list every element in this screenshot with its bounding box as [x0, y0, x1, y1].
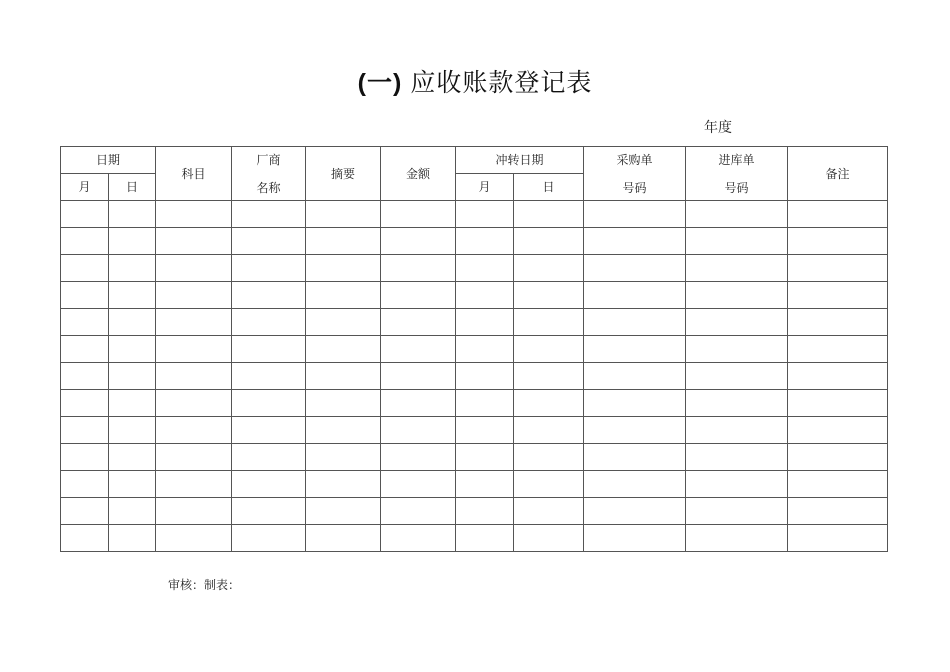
header-remarks: 备注 — [788, 147, 888, 201]
header-offset-date: 冲转日期 — [456, 147, 584, 174]
header-amount: 金额 — [381, 147, 456, 201]
cell-day[interactable] — [109, 471, 156, 498]
cell-month[interactable] — [61, 390, 109, 417]
cell-vendor-name[interactable] — [232, 471, 306, 498]
cell-stockin-no[interactable] — [686, 282, 788, 309]
cell-purchase-no[interactable] — [584, 390, 686, 417]
year-label: 年度 — [704, 120, 732, 136]
cell-remarks[interactable] — [788, 525, 888, 552]
cell-offset-month[interactable] — [456, 363, 514, 390]
cell-stockin-no[interactable] — [686, 363, 788, 390]
header-subject: 科目 — [156, 147, 232, 201]
header-stockin-line1: 进库单 — [718, 152, 755, 167]
table-row — [61, 201, 888, 228]
cell-remarks[interactable] — [788, 336, 888, 363]
header-offset-day: 日 — [514, 174, 584, 201]
cell-amount[interactable] — [381, 417, 456, 444]
cell-offset-day[interactable] — [514, 255, 584, 282]
cell-remarks[interactable] — [788, 309, 888, 336]
header-purchase-no — [584, 147, 686, 201]
cell-month[interactable] — [61, 282, 109, 309]
header-offset-month: 月 — [456, 174, 514, 201]
cell-purchase-no[interactable] — [584, 417, 686, 444]
header-stockin-line2: 号码 — [724, 180, 749, 195]
cell-amount[interactable] — [381, 201, 456, 228]
cell-subject[interactable] — [156, 228, 232, 255]
cell-purchase-no[interactable] — [584, 444, 686, 471]
header-vendor-name — [232, 147, 306, 201]
cell-purchase-no[interactable] — [584, 525, 686, 552]
cell-amount[interactable] — [381, 390, 456, 417]
cell-offset-day[interactable] — [514, 363, 584, 390]
cell-summary[interactable] — [306, 228, 381, 255]
cell-subject[interactable] — [156, 498, 232, 525]
cell-subject[interactable] — [156, 417, 232, 444]
cell-day[interactable] — [109, 417, 156, 444]
cell-purchase-no[interactable] — [584, 309, 686, 336]
cell-purchase-no[interactable] — [584, 498, 686, 525]
cell-purchase-no[interactable] — [584, 363, 686, 390]
cell-subject[interactable] — [156, 336, 232, 363]
cell-amount[interactable] — [381, 525, 456, 552]
cell-summary[interactable] — [306, 282, 381, 309]
cell-purchase-no[interactable] — [584, 336, 686, 363]
cell-amount[interactable] — [381, 282, 456, 309]
cell-subject[interactable] — [156, 444, 232, 471]
table-row — [61, 417, 888, 444]
cell-stockin-no[interactable] — [686, 444, 788, 471]
cell-amount[interactable] — [381, 444, 456, 471]
cell-vendor-name[interactable] — [232, 228, 306, 255]
cell-amount[interactable] — [381, 309, 456, 336]
table-row — [61, 444, 888, 471]
cell-subject[interactable] — [156, 282, 232, 309]
table-row — [61, 363, 888, 390]
header-row-1 — [61, 147, 888, 174]
cell-offset-day[interactable] — [514, 228, 584, 255]
cell-month[interactable] — [61, 498, 109, 525]
cell-day[interactable] — [109, 201, 156, 228]
cell-day[interactable] — [109, 525, 156, 552]
cell-summary[interactable] — [306, 201, 381, 228]
cell-vendor-name[interactable] — [232, 255, 306, 282]
cell-offset-day[interactable] — [514, 525, 584, 552]
cell-offset-month[interactable] — [456, 201, 514, 228]
cell-offset-month[interactable] — [456, 390, 514, 417]
cell-subject[interactable] — [156, 471, 232, 498]
cell-offset-day[interactable] — [514, 498, 584, 525]
cell-offset-month[interactable] — [456, 444, 514, 471]
header-purchase-line1: 采购单 — [616, 152, 653, 167]
cell-offset-month[interactable] — [456, 309, 514, 336]
cell-subject[interactable] — [156, 201, 232, 228]
cell-offset-day[interactable] — [514, 390, 584, 417]
cell-month[interactable] — [61, 336, 109, 363]
cell-subject[interactable] — [156, 390, 232, 417]
cell-summary[interactable] — [306, 255, 381, 282]
cell-vendor-name[interactable] — [232, 282, 306, 309]
cell-vendor-name[interactable] — [232, 309, 306, 336]
cell-day[interactable] — [109, 363, 156, 390]
cell-remarks[interactable] — [788, 390, 888, 417]
cell-purchase-no[interactable] — [584, 255, 686, 282]
cell-remarks[interactable] — [788, 417, 888, 444]
cell-day[interactable] — [109, 336, 156, 363]
cell-day[interactable] — [109, 444, 156, 471]
receivables-ledger-table — [60, 146, 888, 552]
cell-remarks[interactable] — [788, 471, 888, 498]
header-vendor-line1: 厂商 — [256, 152, 281, 167]
cell-amount[interactable] — [381, 363, 456, 390]
table-row — [61, 228, 888, 255]
cell-summary[interactable] — [306, 471, 381, 498]
cell-subject[interactable] — [156, 525, 232, 552]
header-month: 月 — [61, 174, 109, 201]
table-row — [61, 309, 888, 336]
cell-remarks[interactable] — [788, 201, 888, 228]
table-row — [61, 336, 888, 363]
cell-offset-day[interactable] — [514, 282, 584, 309]
table-row — [61, 525, 888, 552]
cell-offset-day[interactable] — [514, 444, 584, 471]
footer-signoff: 审核：制表： — [168, 578, 241, 592]
cell-amount[interactable] — [381, 498, 456, 525]
cell-day[interactable] — [109, 282, 156, 309]
cell-month[interactable] — [61, 255, 109, 282]
header-date: 日期 — [61, 147, 156, 174]
header-stockin-no — [686, 147, 788, 201]
cell-purchase-no[interactable] — [584, 282, 686, 309]
cell-vendor-name[interactable] — [232, 525, 306, 552]
cell-summary[interactable] — [306, 498, 381, 525]
cell-stockin-no[interactable] — [686, 525, 788, 552]
cell-amount[interactable] — [381, 228, 456, 255]
table-row — [61, 498, 888, 525]
table-row — [61, 282, 888, 309]
cell-day[interactable] — [109, 255, 156, 282]
cell-month[interactable] — [61, 525, 109, 552]
cell-subject[interactable] — [156, 363, 232, 390]
table-row — [61, 255, 888, 282]
cell-stockin-no[interactable] — [686, 309, 788, 336]
cell-offset-day[interactable] — [514, 336, 584, 363]
cell-summary[interactable] — [306, 417, 381, 444]
cell-day[interactable] — [109, 228, 156, 255]
cell-month[interactable] — [61, 363, 109, 390]
cell-day[interactable] — [109, 498, 156, 525]
cell-summary[interactable] — [306, 525, 381, 552]
cell-stockin-no[interactable] — [686, 471, 788, 498]
cell-summary[interactable] — [306, 336, 381, 363]
page-title — [0, 64, 950, 102]
cell-offset-month[interactable] — [456, 282, 514, 309]
cell-vendor-name[interactable] — [232, 363, 306, 390]
cell-offset-month[interactable] — [456, 336, 514, 363]
cell-amount[interactable] — [381, 471, 456, 498]
cell-day[interactable] — [109, 390, 156, 417]
cell-vendor-name[interactable] — [232, 417, 306, 444]
cell-month[interactable] — [61, 417, 109, 444]
cell-offset-day[interactable] — [514, 201, 584, 228]
cell-offset-month[interactable] — [456, 255, 514, 282]
cell-offset-month[interactable] — [456, 417, 514, 444]
cell-offset-day[interactable] — [514, 471, 584, 498]
cell-vendor-name[interactable] — [232, 498, 306, 525]
cell-offset-month[interactable] — [456, 228, 514, 255]
cell-purchase-no[interactable] — [584, 471, 686, 498]
cell-offset-month[interactable] — [456, 525, 514, 552]
cell-amount[interactable] — [381, 255, 456, 282]
cell-summary[interactable] — [306, 444, 381, 471]
cell-subject[interactable] — [156, 309, 232, 336]
cell-stockin-no[interactable] — [686, 228, 788, 255]
table-row — [61, 471, 888, 498]
cell-stockin-no[interactable] — [686, 336, 788, 363]
cell-stockin-no[interactable] — [686, 201, 788, 228]
cell-month[interactable] — [61, 444, 109, 471]
cell-remarks[interactable] — [788, 498, 888, 525]
cell-purchase-no[interactable] — [584, 201, 686, 228]
cell-offset-day[interactable] — [514, 417, 584, 444]
cell-remarks[interactable] — [788, 444, 888, 471]
cell-vendor-name[interactable] — [232, 336, 306, 363]
title-prefix: (一) — [357, 69, 403, 97]
cell-summary[interactable] — [306, 363, 381, 390]
cell-offset-month[interactable] — [456, 471, 514, 498]
cell-vendor-name[interactable] — [232, 201, 306, 228]
cell-stockin-no[interactable] — [686, 498, 788, 525]
cell-summary[interactable] — [306, 309, 381, 336]
title-main: 应收账款登记表 — [410, 68, 593, 97]
header-summary: 摘要 — [306, 147, 381, 201]
cell-vendor-name[interactable] — [232, 390, 306, 417]
cell-stockin-no[interactable] — [686, 255, 788, 282]
cell-remarks[interactable] — [788, 228, 888, 255]
cell-stockin-no[interactable] — [686, 417, 788, 444]
cell-summary[interactable] — [306, 390, 381, 417]
cell-stockin-no[interactable] — [686, 390, 788, 417]
header-vendor-line2: 名称 — [256, 180, 281, 195]
cell-month[interactable] — [61, 309, 109, 336]
cell-month[interactable] — [61, 201, 109, 228]
cell-month[interactable] — [61, 228, 109, 255]
table-row — [61, 390, 888, 417]
cell-remarks[interactable] — [788, 282, 888, 309]
header-purchase-line2: 号码 — [622, 180, 647, 195]
header-day: 日 — [109, 174, 156, 201]
cell-offset-day[interactable] — [514, 309, 584, 336]
cell-day[interactable] — [109, 309, 156, 336]
cell-remarks[interactable] — [788, 255, 888, 282]
cell-month[interactable] — [61, 471, 109, 498]
cell-offset-month[interactable] — [456, 498, 514, 525]
cell-remarks[interactable] — [788, 363, 888, 390]
cell-amount[interactable] — [381, 336, 456, 363]
cell-subject[interactable] — [156, 255, 232, 282]
cell-purchase-no[interactable] — [584, 228, 686, 255]
cell-vendor-name[interactable] — [232, 444, 306, 471]
